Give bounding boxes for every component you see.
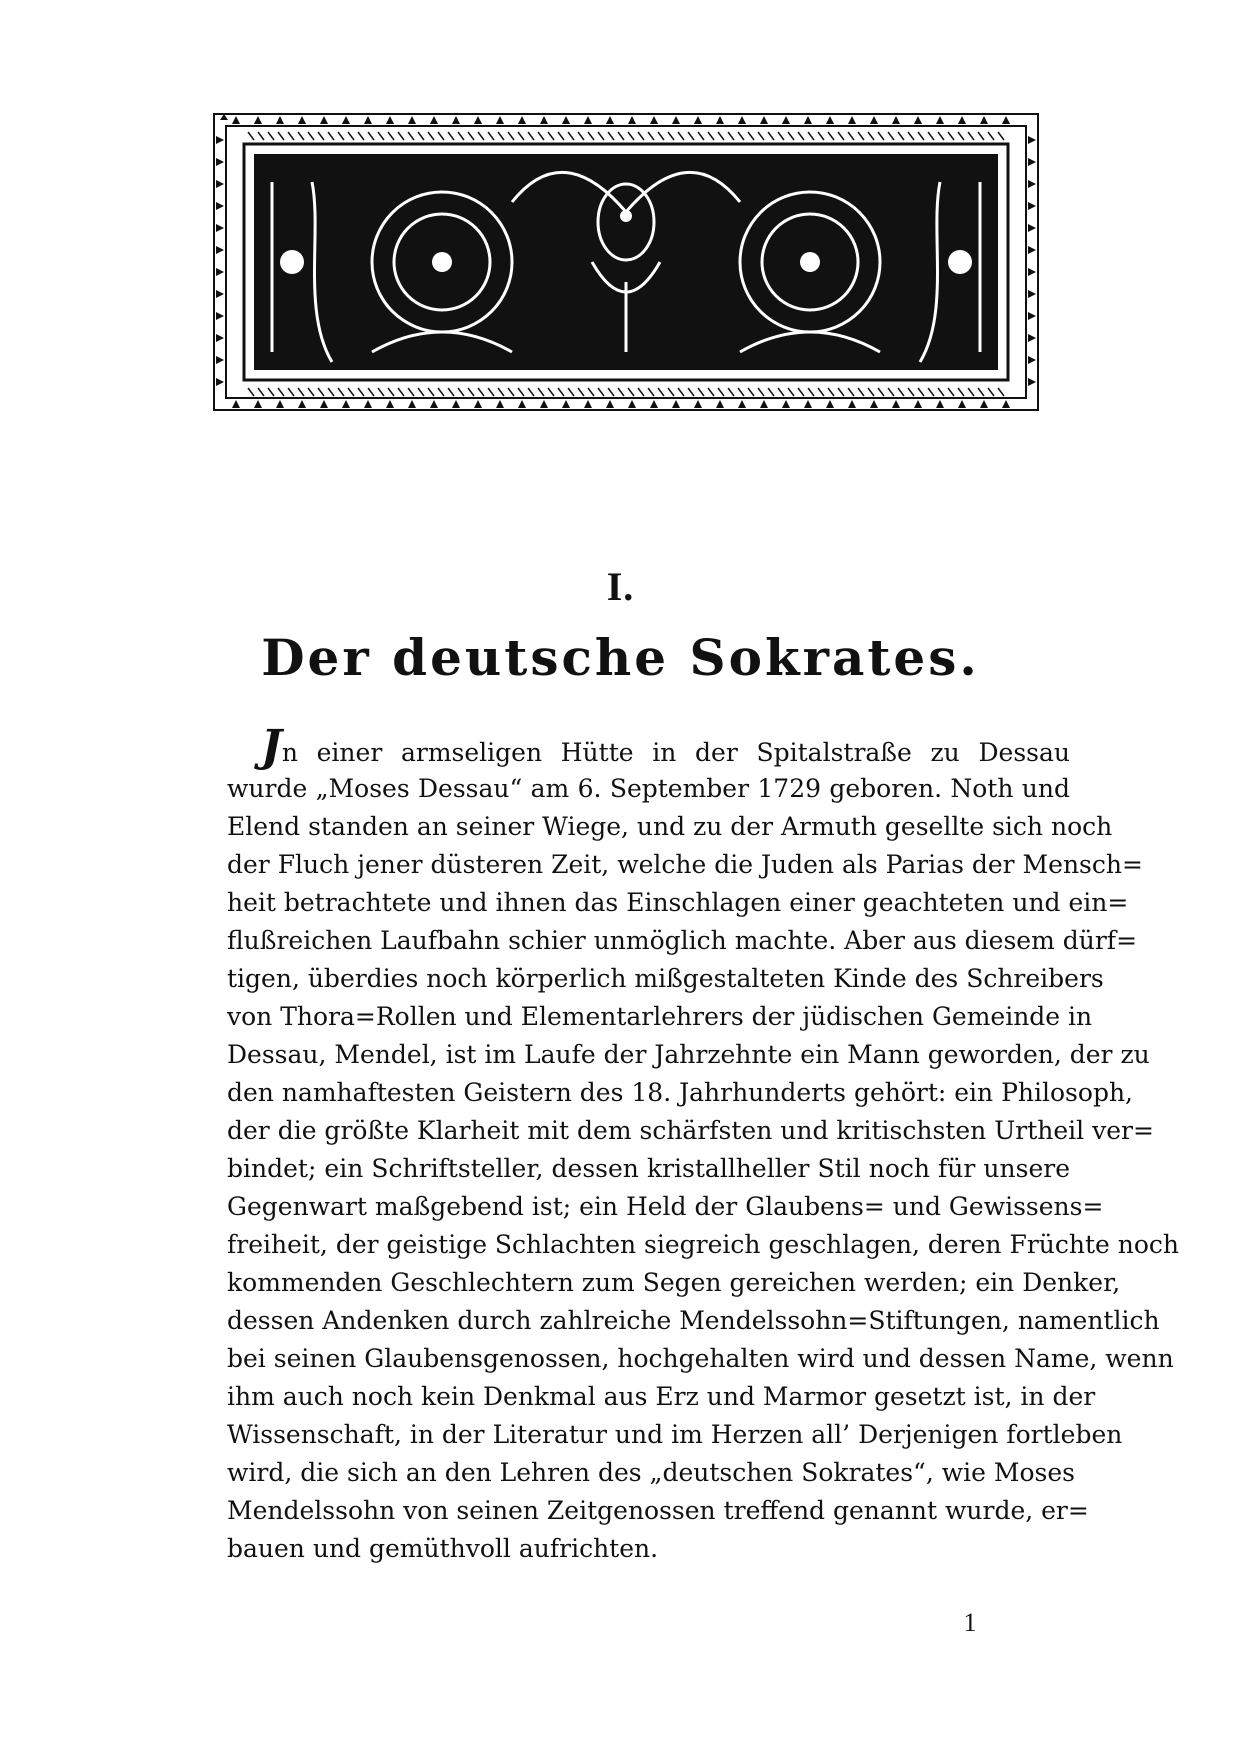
- text-line-content: Elend standen an seiner Wiege, und zu der Armuth gesellte sich noch: [227, 812, 1113, 841]
- page-number: 1: [963, 1608, 977, 1637]
- text-line-content: wurde „Moses Dessau“ am 6. September 1729 geboren. Noth und: [227, 774, 1070, 803]
- text-line-content: n einer armseligen Hütte in der Spitalstraße zu Dessau: [281, 738, 1070, 767]
- text-line: [227, 1454, 1075, 1492]
- text-line: [227, 1074, 1133, 1112]
- text-line-content: freiheit, der geistige Schlachten siegreich geschlagen, deren Früchte noch: [227, 1230, 1180, 1259]
- text-line: [227, 846, 1143, 884]
- text-line-content: dessen Andenken durch zahlreiche Mendelssohn=Stiftungen, namentlich: [227, 1306, 1160, 1335]
- text-line: [227, 1036, 1150, 1074]
- decorative-headpiece: [212, 112, 1040, 412]
- text-line: [227, 1188, 1104, 1226]
- text-line: [227, 770, 1070, 808]
- text-line: [227, 1264, 1121, 1302]
- chapter-title: Der deutsche Sokrates.: [261, 628, 980, 687]
- text-line-content: tigen, überdies noch körperlich mißgestalteten Kinde des Schreibers: [227, 964, 1104, 993]
- text-line-content: Mendelssohn von seinen Zeitgenossen treffend genannt wurde, er=: [227, 1496, 1089, 1525]
- text-line-content: Wissenschaft, in der Literatur und im Herzen all’ Derjenigen fortleben: [227, 1420, 1123, 1449]
- drop-cap: J: [261, 721, 282, 772]
- text-line-content: heit betrachtete und ihnen das Einschlagen einer geachteten und ein=: [227, 888, 1129, 917]
- text-line-content: den namhaftesten Geistern des 18. Jahrhunderts gehört: ein Philosoph,: [227, 1078, 1133, 1107]
- text-line: [227, 1416, 1123, 1454]
- text-line: [227, 1112, 1154, 1150]
- text-line: [227, 1378, 1096, 1416]
- text-line-content: bauen und gemüthvoll aufrichten.: [227, 1534, 659, 1563]
- text-line: [227, 960, 1104, 998]
- text-line: [227, 884, 1129, 922]
- text-line: [227, 1302, 1160, 1340]
- text-line: [227, 1530, 1070, 1568]
- text-line-content: Dessau, Mendel, ist im Laufe der Jahrzehnte ein Mann geworden, der zu: [227, 1040, 1150, 1069]
- text-line-content: der die größte Klarheit mit dem schärfsten und kritischsten Urtheil ver=: [227, 1116, 1154, 1145]
- text-line-content: von Thora=Rollen und Elementarlehrers der jüdischen Gemeinde in: [227, 1002, 1093, 1031]
- text-line: [227, 922, 1138, 960]
- text-line-content: Gegenwart maßgebend ist; ein Held der Glaubens= und Gewissens=: [227, 1192, 1104, 1221]
- text-line-content: flußreichen Laufbahn schier unmöglich machte. Aber aus diesem dürf=: [227, 926, 1138, 955]
- text-line: [227, 1492, 1089, 1530]
- body-paragraph: [227, 721, 1180, 1568]
- text-line-content: wird, die sich an den Lehren des „deutschen Sokrates“, wie Moses: [227, 1458, 1075, 1487]
- text-line: [227, 1150, 1070, 1188]
- text-line: [227, 808, 1113, 846]
- text-line-content: bindet; ein Schriftsteller, dessen kristallheller Stil noch für unsere: [227, 1154, 1070, 1183]
- text-line: [227, 1340, 1174, 1378]
- text-line: [227, 998, 1093, 1036]
- text-line-content: ihm auch noch kein Denkmal aus Erz und Marmor gesetzt ist, in der: [227, 1382, 1096, 1411]
- text-line: [227, 721, 1070, 772]
- text-line-content: der Fluch jener düsteren Zeit, welche die Juden als Parias der Mensch=: [227, 850, 1143, 879]
- text-line-content: bei seinen Glaubensgenossen, hochgehalten wird und dessen Name, wenn: [227, 1344, 1174, 1373]
- text-line: [227, 1226, 1180, 1264]
- chapter-number: I.: [606, 564, 635, 609]
- text-line-content: kommenden Geschlechtern zum Segen gereichen werden; ein Denker,: [227, 1268, 1121, 1297]
